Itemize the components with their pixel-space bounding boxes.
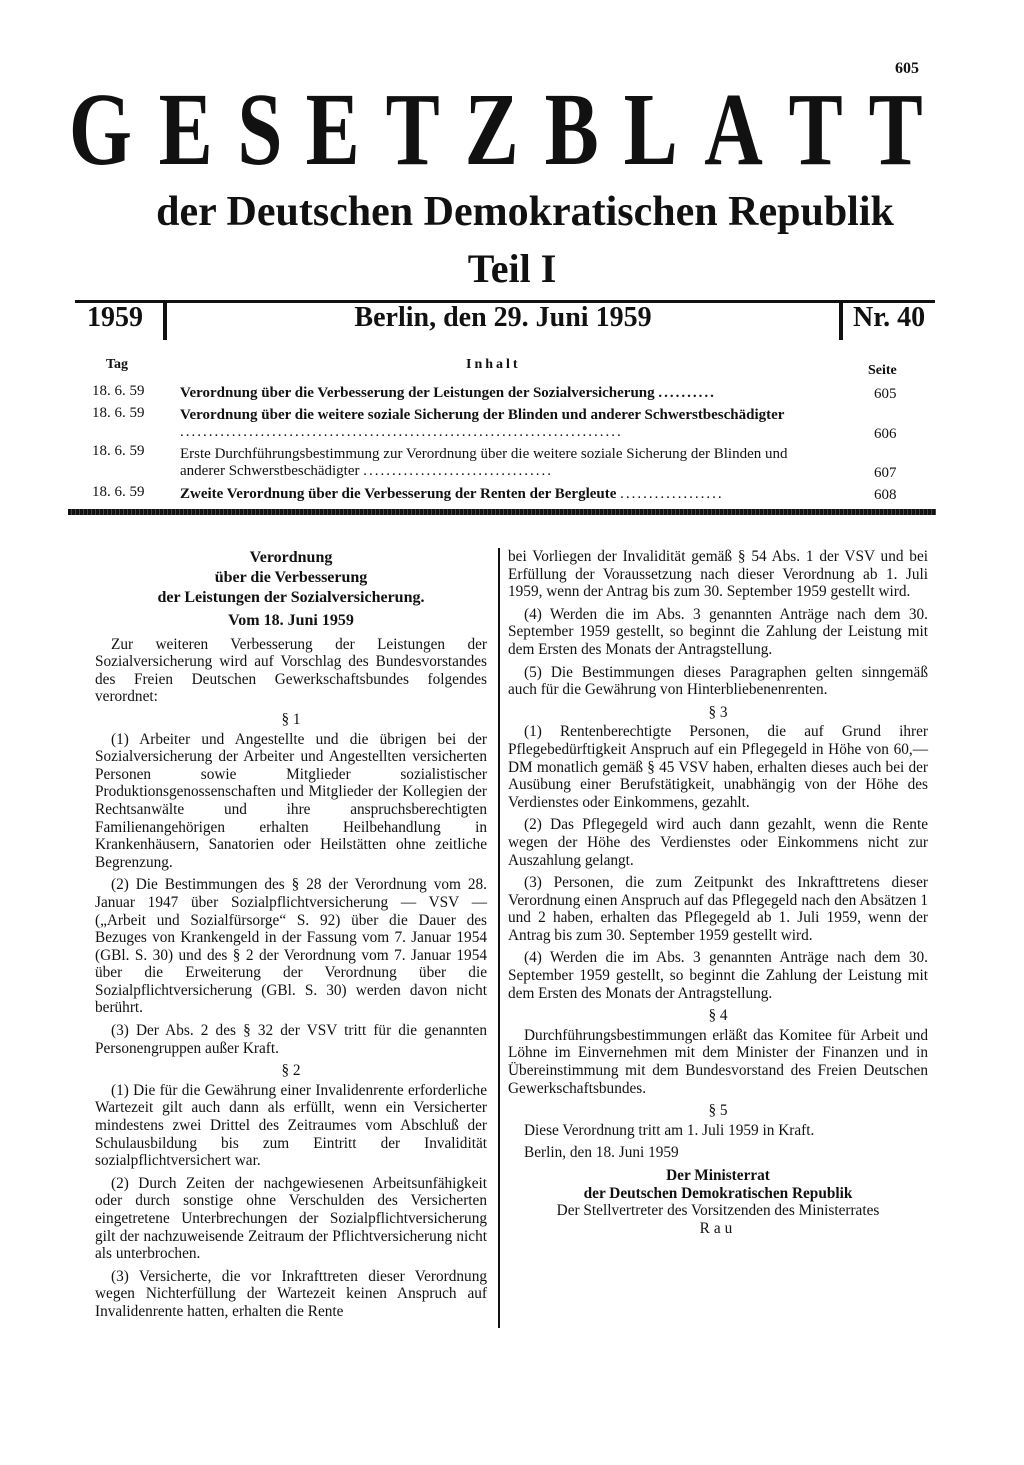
issue-year: 1959	[87, 302, 143, 333]
dateline: Berlin, den 18. Juni 1959	[524, 1144, 679, 1162]
issue-date-bar	[75, 300, 935, 340]
toc-text	[180, 446, 820, 480]
masthead-letter: T	[788, 72, 843, 187]
ordinance-date: Vom 18. Juni 1959	[228, 612, 354, 629]
toc-text	[180, 385, 820, 402]
paragraph: (3) Personen, die zum Zeitpunkt des Inkrafttretens dieser Verordnung einen Anspruch auf das Pflegegeld nach den Absätzen 1 und 2 haben, erhalten das Pflegegeld ab 1. Juli 1959, wenn der Antrag bis zum 30. September 1959 gestellt wird.	[508, 874, 928, 944]
masthead-letter: L	[624, 72, 679, 187]
toc-header-inhalt: Inhalt	[466, 357, 521, 372]
signature-body: Der Ministerrat	[666, 1167, 770, 1184]
section-heading: § 4	[708, 1007, 728, 1025]
toc-page: 605	[874, 386, 897, 402]
paragraph: bei Vorliegen der Invalidität gemäß § 54 Abs. 1 der VSV und bei Erfüllung der Voraussetzung nach dieser Verordnung ab 1. Juli 1959, wenn der Antrag bis zum 30. September 1959 gestellt wird.	[508, 548, 928, 601]
ordinance-title-line: der Leistungen der Sozialversicherung.	[157, 589, 425, 606]
paragraph: (3) Versicherte, die vor Inkrafttreten dieser Verordnung wegen Nichterfüllung der Wartezeit keinen Anspruch auf Invalidenrente hatten, erhalten die Rente	[95, 1267, 487, 1320]
paragraph: (2) Durch Zeiten der nachgewiesenen Arbeitsunfähigkeit oder durch sonstige ohne Verschulden des Versicherten eingetretene Unterbrechungen der Sozialpflichtversicherung gilt der nachzuweisende Zeitraum der Pflichtversicherung nicht als unterbrochen.	[95, 1174, 487, 1263]
signature-role: Der Stellvertreter des Vorsitzenden des Ministerrates	[556, 1202, 880, 1220]
part-label: Teil I	[467, 246, 557, 291]
masthead-letter: T	[385, 72, 440, 187]
toc-leader: .................................	[363, 463, 554, 479]
ordinance-title-line: Verordnung	[249, 549, 333, 566]
masthead-letter: Z	[465, 72, 520, 187]
left-column	[95, 548, 487, 1326]
paragraph: (1) Rentenberechtigte Personen, die auf Grund ihrer Pflegebedürftigkeit Anspruch auf ein Pflegegeld in Höhe von 60,— DM monatlich gemäß § 45 VSV haben, erhalten dieses auch bei der Ausübung einer Berufstätigkeit, unabhängig von der Höhe des Verdienstes oder Einkommens, gezahlt.	[508, 723, 928, 811]
datebar-separator	[839, 300, 843, 340]
masthead-letter: B	[544, 72, 599, 187]
masthead-letter: S	[236, 72, 282, 187]
page-number: 605	[895, 60, 919, 77]
toc-title: Zweite Verordnung über die Verbesserung der Renten der Bergleute	[180, 486, 617, 502]
masthead-title	[60, 70, 930, 190]
masthead-letter: A	[704, 72, 763, 187]
toc-title: Erste Durchführungsbestimmung zur Verordnung über die weitere soziale Sicherung der Blinden und anderer Schwerstbeschädigter	[180, 446, 788, 479]
section-heading: § 5	[708, 1102, 728, 1120]
ordinance-title-line: über die Verbesserung	[214, 569, 368, 586]
paragraph: (4) Werden die im Abs. 3 genannten Anträge nach dem 30. September 1959 gestellt, so beginnt die Zahlung der Leistung mit dem Ersten des Monats der Antragstellung.	[508, 949, 928, 1002]
paragraph: Durchführungsbestimmungen erläßt das Komitee für Arbeit und Löhne im Einvernehmen mit dem Minister der Finanzen und in Übereinstimmung mit dem Bundesvorstand des Freien Deutschen Gewerkschaftsbundes.	[508, 1026, 928, 1097]
signature-body: der Deutschen Demokratischen Republik	[583, 1184, 853, 1202]
toc-text	[180, 486, 820, 503]
paragraph: (1) Arbeiter und Angestellte und die übrigen bei der Sozialversicherung der Arbeiter und Angestellten versicherten Personen sowie Mitglieder sozialistischer Produktionsgenossenschaften und Mitglieder der Kollegien der Rechtsanwälte und ihre anspruchsberechtigten Familienangehörigen erhalten Heilbehandlung in Krankenhäusern, Sanatorien oder Heilstätten ohne zeitliche Begrenzung.	[95, 730, 487, 871]
toc-date: 18. 6. 59	[92, 383, 145, 399]
signatory-name: Rau	[699, 1219, 737, 1237]
paragraph: (1) Die für die Gewährung einer Invalidenrente erforderliche Wartezeit gilt auch dann als erfüllt, wenn ein Versicherter mindestens zwei Drittel des Zeitraumes vom Abschluß der Schulausbildung bis zum Eintritt der Invalidität sozialpflichtversichert war.	[95, 1081, 487, 1170]
preamble: Zur weiteren Verbesserung der Leistungen der Sozialversicherung wird auf Vorschlag des Bundesvorstandes des Freien Deutschen Gewerkschaftsbundes folgendes verordnet:	[95, 635, 487, 706]
toc-page: 607	[874, 465, 897, 481]
masthead-subtitle: der Deutschen Demokratischen Republik	[156, 189, 894, 235]
toc-leader: .............................................................................	[180, 424, 623, 440]
right-column	[508, 548, 928, 1237]
toc-text	[180, 407, 820, 441]
toc-page: 606	[874, 426, 897, 442]
paragraph: Diese Verordnung tritt am 1. Juli 1959 in Kraft.	[524, 1121, 815, 1139]
toc-header-seite: Seite	[868, 363, 897, 378]
masthead-letter: E	[158, 72, 213, 187]
paragraph: (4) Werden die im Abs. 3 genannten Anträge nach dem 30. September 1959 gestellt, so beginnt die Zahlung der Leistung mit dem Ersten des Monats der Antragstellung.	[508, 605, 928, 658]
issue-number: Nr. 40	[853, 302, 926, 333]
toc-title: Verordnung über die Verbesserung der Leistungen der Sozialversicherung	[180, 385, 655, 401]
toc-date: 18. 6. 59	[92, 443, 145, 459]
column-divider	[498, 548, 500, 1328]
toc-date: 18. 6. 59	[92, 405, 145, 421]
paragraph: (2) Die Bestimmungen des § 28 der Verordnung vom 28. Januar 1947 über Sozialpflichtversicherung — VSV — („Arbeit und Sozialfürsorge“ S. 92) über die Dauer des Bezuges von Krankengeld in der Fassung vom 7. Januar 1954 (GBl. S. 30) und des § 2 der Verordnung vom 7. Januar 1954 über die Erweiterung der Verordnung über die Sozialpflichtversicherung (GBl. S. 30) werden davon nicht berührt.	[95, 876, 487, 1017]
paragraph: (3) Der Abs. 2 des § 32 der VSV tritt für die genannten Personengruppen außer Kraft.	[95, 1022, 487, 1057]
masthead-letter: T	[868, 72, 923, 187]
toc-date: 18. 6. 59	[92, 484, 145, 500]
section-heading: § 3	[708, 703, 728, 721]
toc-title: Verordnung über die weitere soziale Sicherung der Blinden und anderer Schwerstbeschädigter	[180, 407, 785, 423]
toc-leader: ..........	[658, 385, 716, 401]
issue-place-date: Berlin, den 29. Juni 1959	[354, 302, 652, 333]
masthead-letter: G	[68, 72, 133, 187]
toc-page: 608	[874, 487, 897, 503]
section-heading: § 2	[281, 1062, 301, 1080]
masthead-letter: E	[306, 72, 361, 187]
section-heading: § 1	[281, 710, 301, 728]
paragraph: (2) Das Pflegegeld wird auch dann gezahlt, wenn die Rente wegen der Höhe des Verdienstes oder Einkommens nicht zur Auszahlung gelangt.	[508, 816, 928, 869]
toc-header-tag: Tag	[106, 357, 129, 372]
paragraph: (5) Die Bestimmungen dieses Paragraphen gelten sinngemäß auch für die Gewährung von Hinterbliebenenrenten.	[508, 663, 928, 699]
toc-leader: ..................	[620, 486, 724, 502]
section-rule	[68, 509, 936, 515]
